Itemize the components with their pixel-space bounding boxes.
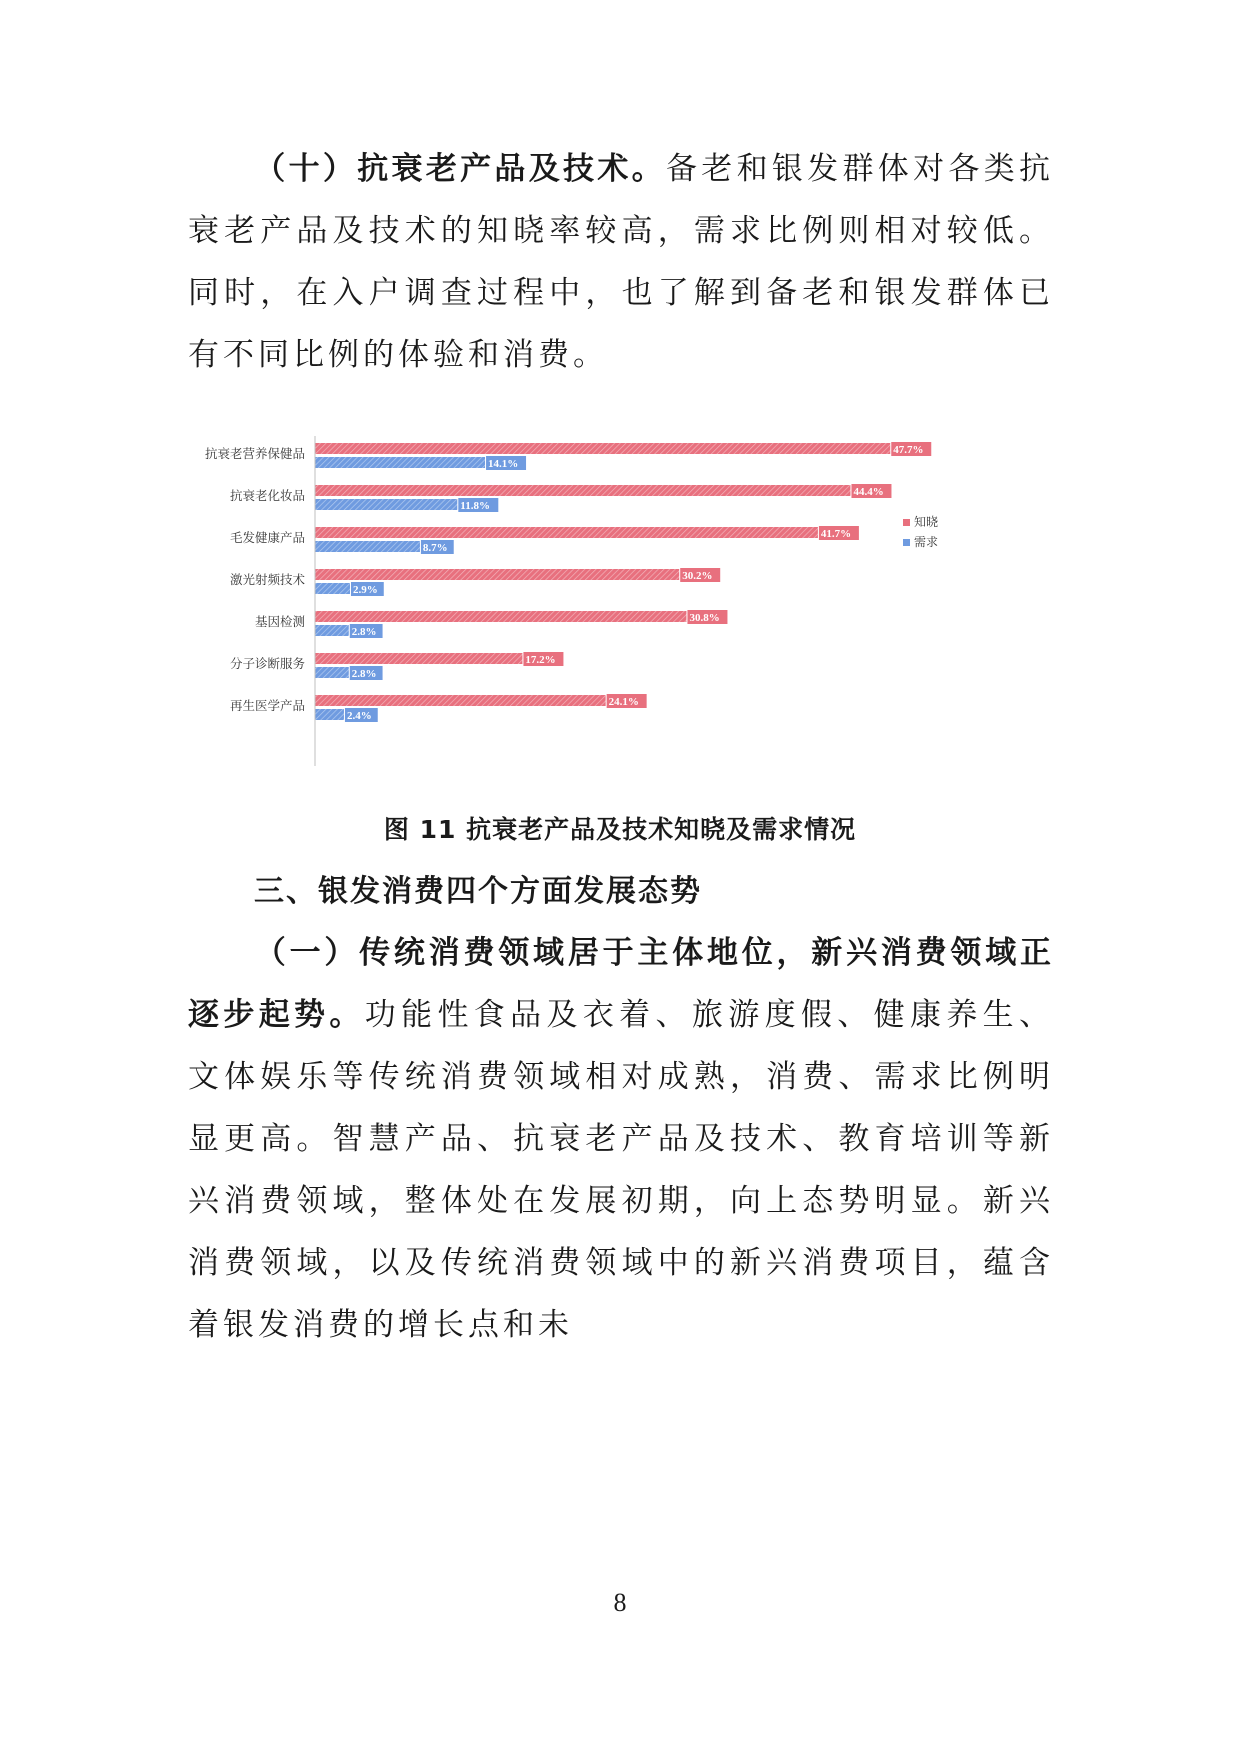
category-label: 毛发健康产品 bbox=[229, 530, 305, 545]
awareness-demand-bar-chart bbox=[180, 436, 1080, 776]
category-label: 基因检测 bbox=[254, 614, 305, 629]
section-10-body: 备老和银发群体对各类抗衰老产品及技术的知晓率较高，需求比例则相对较低。同时，在入户调查过程中，也了解到备老和银发群体已有不同比例的体验和消费。 bbox=[188, 151, 1055, 373]
figure-caption: 图 11 抗衰老产品及技术知晓及需求情况 bbox=[383, 815, 857, 844]
awareness-bar bbox=[315, 569, 679, 580]
data-label: 14.1% bbox=[488, 458, 519, 470]
section-3-1-body: 功能性食品及衣着、旅游度假、健康养生、文体娱乐等传统消费领域相对成熟，消费、需求比例明显更高。智慧产品、抗衰老产品及技术、教育培训等新兴消费领域，整体处在发展初期，向上态势明显。新兴消费领域，以及传统消费领域中的新兴消费项目，蕴含着银发消费的增长点和未 bbox=[188, 997, 1055, 1343]
category-label: 分子诊断服务 bbox=[229, 656, 305, 671]
awareness-bar bbox=[315, 443, 890, 454]
data-label: 41.7% bbox=[820, 528, 852, 540]
legend-label: 知晓 bbox=[914, 515, 939, 529]
demand-bar bbox=[315, 667, 349, 678]
demand-bar bbox=[315, 541, 420, 552]
data-label: 2.8% bbox=[351, 626, 377, 638]
data-label: 30.8% bbox=[689, 612, 720, 624]
data-label: 2.4% bbox=[346, 710, 372, 722]
awareness-bar bbox=[315, 695, 606, 706]
page-number: 8 bbox=[613, 1588, 627, 1617]
data-label: 2.8% bbox=[351, 668, 377, 680]
awareness-bar bbox=[315, 527, 818, 538]
category-label: 激光射频技术 bbox=[229, 572, 305, 587]
legend-swatch bbox=[903, 519, 910, 526]
data-label: 8.7% bbox=[422, 542, 448, 554]
data-label: 24.1% bbox=[608, 696, 639, 708]
demand-bar bbox=[315, 583, 350, 594]
demand-bar bbox=[315, 499, 457, 510]
section-3-1-title: （一）传统消费领域居于主体地位，新兴消费领域正逐步起势。 bbox=[188, 935, 1054, 1033]
demand-bar bbox=[315, 457, 485, 468]
data-label: 17.2% bbox=[525, 654, 556, 666]
category-label: 抗衰老营养保健品 bbox=[204, 446, 305, 461]
data-label: 47.7% bbox=[893, 444, 924, 456]
data-label: 2.9% bbox=[352, 584, 378, 596]
demand-bar bbox=[315, 709, 344, 720]
legend-label: 需求 bbox=[914, 535, 939, 549]
category-label: 抗衰老化妆品 bbox=[229, 488, 305, 503]
section-10-paragraph bbox=[188, 138, 1054, 386]
data-label: 30.2% bbox=[682, 570, 713, 582]
awareness-bar bbox=[315, 653, 522, 664]
awareness-bar bbox=[315, 485, 850, 496]
section-3-1-paragraph bbox=[188, 922, 1054, 1356]
legend-swatch bbox=[903, 539, 910, 546]
data-label: 11.8% bbox=[460, 500, 490, 512]
section-3-heading: 三、银发消费四个方面发展态势 bbox=[254, 874, 702, 909]
category-label: 再生医学产品 bbox=[229, 698, 305, 713]
demand-bar bbox=[315, 625, 349, 636]
section-10-title: （十）抗衰老产品及技术。 bbox=[254, 151, 666, 187]
awareness-bar bbox=[315, 611, 686, 622]
data-label: 44.4% bbox=[853, 486, 884, 498]
